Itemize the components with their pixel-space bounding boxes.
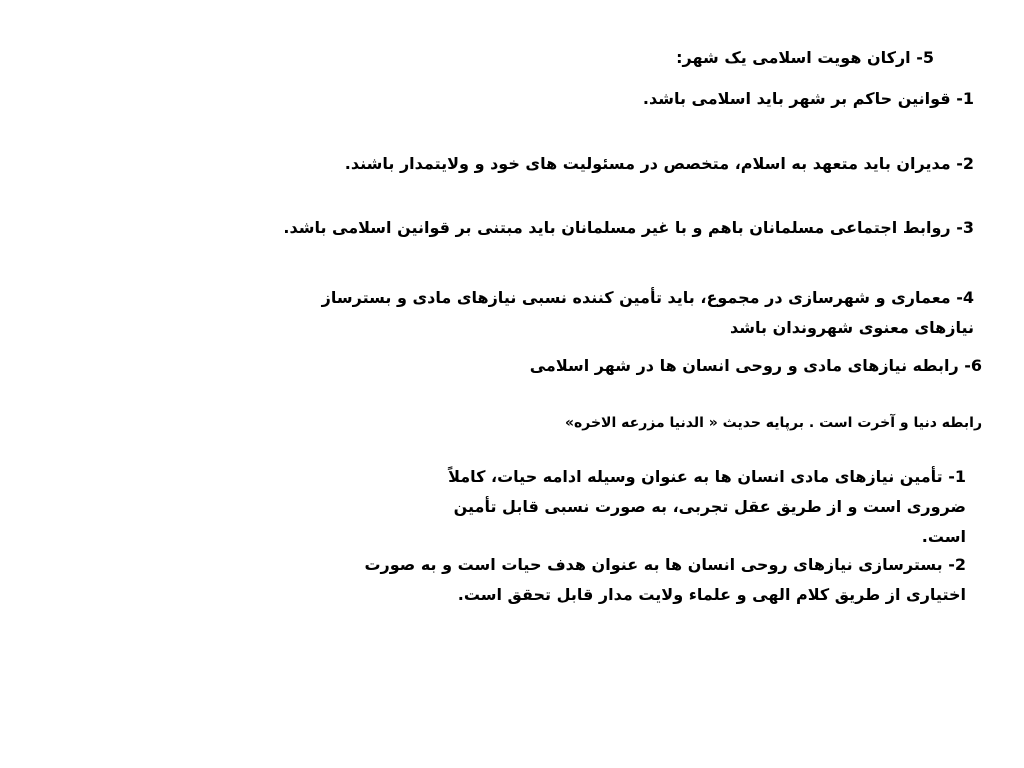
section-6-item-1: 1- تأمین نیازهای مادی انسان ها به عنوان وسیله ادامه حیات، کاملاً ضروری است و از طریق عقل تجربی، به صورت نسبی قابل تأمین است. [448,467,966,546]
section-6-intro: رابطه دنیا و آخرت است . برپایه حدیث « الدنیا مزرعه الاخره» [564,415,982,431]
section-6-title: 6- رابطه نیازهای مادی و روحی انسان ها در شهر اسلامی [529,356,982,375]
section-6-item-2: 2- بسترسازی نیازهای روحی انسان ها به عنوان هدف حیات است و به صورت اختیاری از طریق کلام الهی و علماء ولایت مدار قابل تحقق است. [364,555,966,604]
section-5-item-1: 1- قوانین حاکم بر شهر باید اسلامی باشد. [642,89,974,108]
section-5-item-3: 3- روابط اجتماعی مسلمانان باهم و با غیر مسلمانان باید مبتنی بر قوانین اسلامی باشد. [283,218,974,237]
section-5-item-2: 2- مدیران باید متعهد به اسلام، متخصص در مسئولیت های خود و ولایتمدار باشند. [344,154,974,173]
section-5-title: 5- ارکان هویت اسلامی یک شهر: [676,48,934,67]
section-5-item-4: 4- معماری و شهرسازی در مجموع، باید تأمین کننده نسبی نیازهای مادی و بسترساز نیازهای معنوی شهروندان باشد [321,288,974,337]
